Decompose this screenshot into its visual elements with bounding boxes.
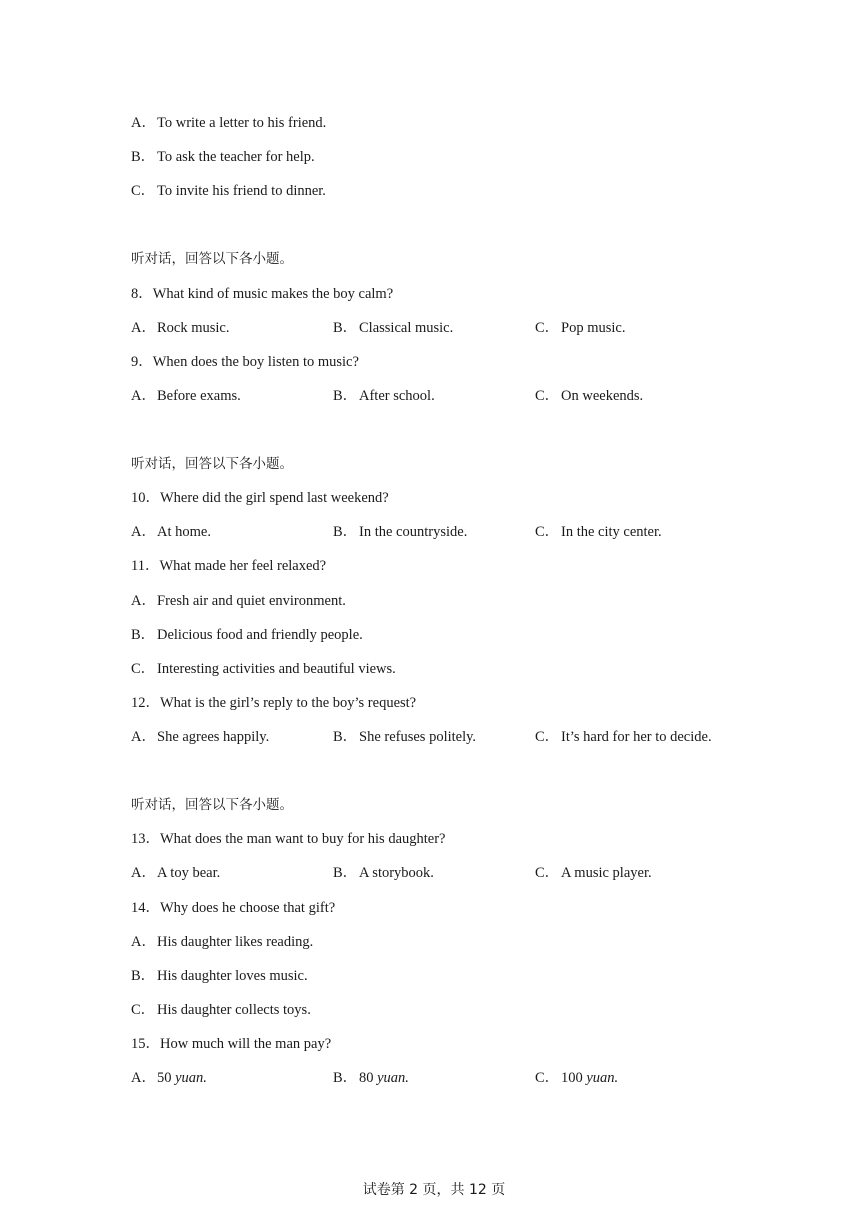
q10-option-c: C． In the city center. — [535, 524, 662, 540]
q10-option-a: A．At home. — [131, 524, 211, 540]
q14-option-c: C． His daughter collects toys. — [131, 1002, 311, 1018]
q15-option-b: B． 80 yuan. — [333, 1070, 409, 1086]
q8-option-a: A．Rock music. — [131, 320, 230, 336]
q10-option-b: B． In the countryside. — [333, 524, 468, 540]
question-14: 14．Why does he choose that gift? — [131, 900, 336, 916]
question-10: 10．Where did the girl spend last weekend? — [131, 490, 389, 506]
section-heading: 听对话，回答以下各小题。 — [131, 797, 293, 813]
question-13: 13．What does the man want to buy for his daughter? — [131, 831, 446, 847]
q12-option-a: A．She agrees happily. — [131, 729, 270, 745]
question-15: 15．How much will the man pay? — [131, 1036, 332, 1052]
question-8: 8．What kind of music makes the boy calm? — [131, 286, 394, 302]
q9-option-c: C． On weekends. — [535, 388, 644, 404]
q12-option-c: C． It’s hard for her to decide. — [535, 729, 712, 745]
q8-option-c: C． Pop music. — [535, 320, 626, 336]
q7-option-c: C． To invite his friend to dinner. — [131, 183, 326, 199]
question-11: 11．What made her feel relaxed? — [131, 558, 327, 574]
q13-option-c: C． A music player. — [535, 865, 652, 881]
question-9: 9．When does the boy listen to music? — [131, 354, 359, 370]
question-12: 12．What is the girl’s reply to the boy’s request? — [131, 695, 417, 711]
q15-option-a: A．50 yuan. — [131, 1070, 207, 1086]
q11-option-a: A．Fresh air and quiet environment. — [131, 593, 346, 609]
section-heading: 听对话，回答以下各小题。 — [131, 456, 293, 472]
q13-option-a: A．A toy bear. — [131, 865, 221, 881]
q13-option-b: B． A storybook. — [333, 865, 434, 881]
q12-option-b: B． She refuses politely. — [333, 729, 477, 745]
q9-option-a: A．Before exams. — [131, 388, 241, 404]
section-heading: 听对话，回答以下各小题。 — [131, 251, 293, 267]
q9-option-b: B． After school. — [333, 388, 435, 404]
q8-option-b: B． Classical music. — [333, 320, 454, 336]
q15-option-c: C． 100 yuan. — [535, 1070, 619, 1086]
q7-option-a: A．To write a letter to his friend. — [131, 115, 327, 131]
q11-option-b: B． Delicious food and friendly people. — [131, 627, 363, 643]
q14-option-a: A．His daughter likes reading. — [131, 934, 314, 950]
q14-option-b: B． His daughter loves music. — [131, 968, 308, 984]
q7-option-b: B． To ask the teacher for help. — [131, 149, 315, 165]
page-footer: 试卷第 2 页，共 12 页 — [362, 1182, 506, 1198]
q11-option-c: C． Interesting activities and beautiful views. — [131, 661, 396, 677]
